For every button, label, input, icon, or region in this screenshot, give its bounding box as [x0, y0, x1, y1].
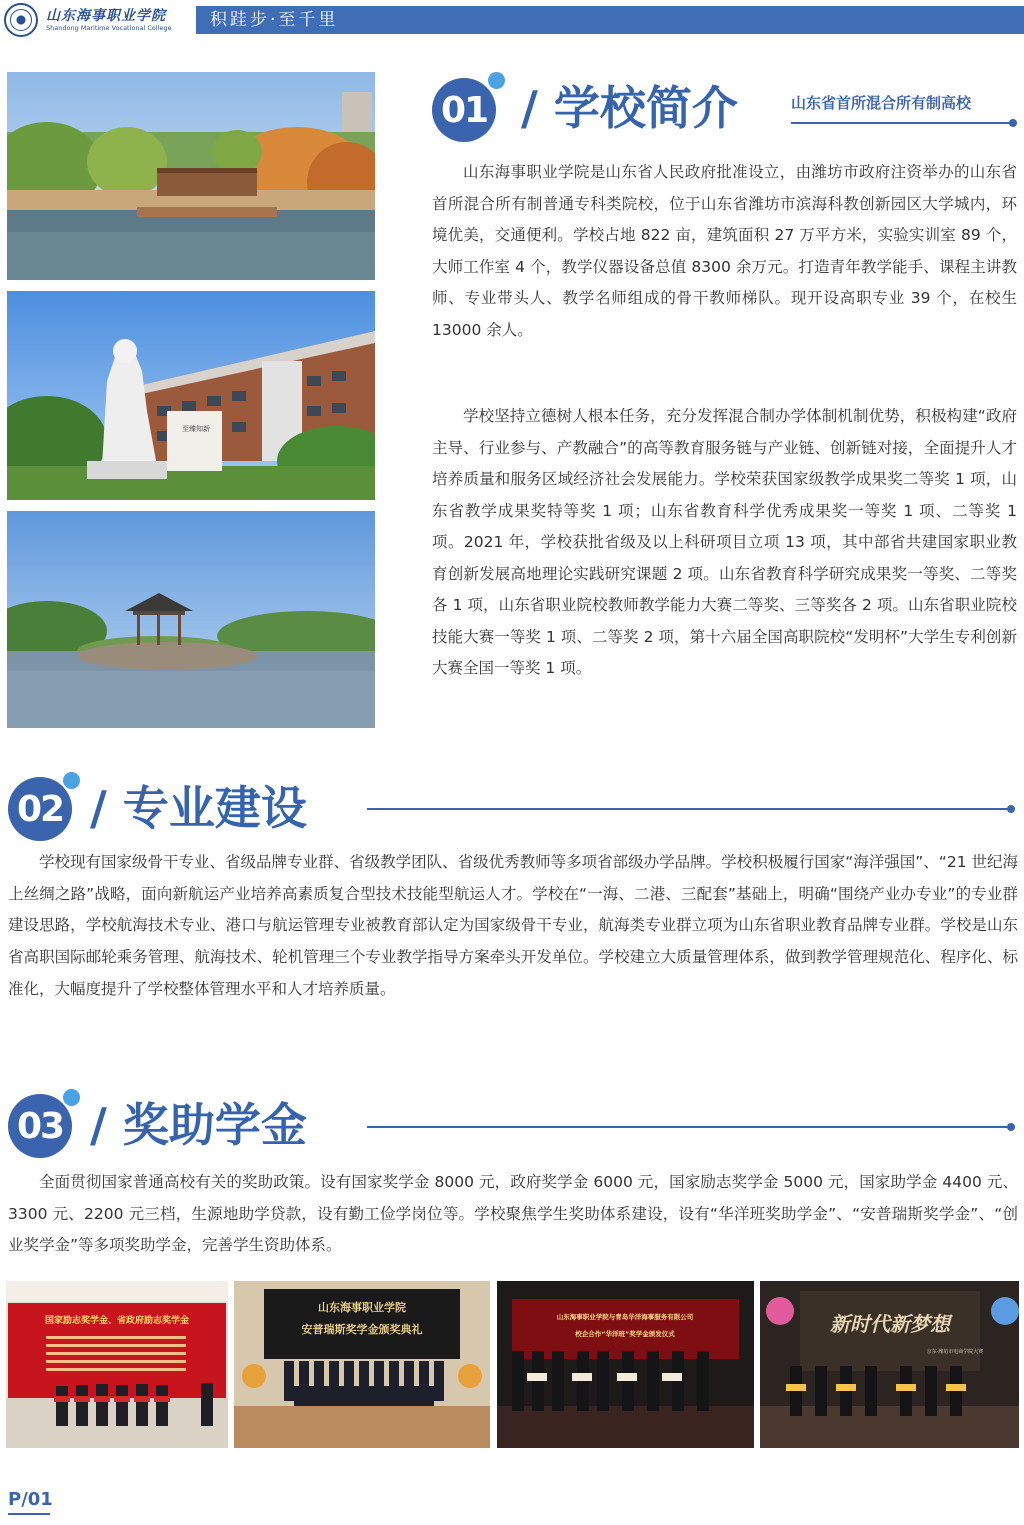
major-paragraph: 学校现有国家级骨干专业、省级品牌专业群、省级教学团队、省级优秀教师等多项省部级办学品牌。学校积极履行国家“海洋强国”、“21 世纪海上丝绸之路”战略，面向新航运产业培养高素质复合型技术技能型航运人才。学校在“一海、二港、三配套”基础上，明确“围绕产业办专业”的专业群建设思路，学校航海技术专业、港口与航运管理专业被教育部认定为国家级骨干专业，航海类专业群立项为山东省职业教育品牌专业群。学校是山东省高职国际邮轮乘务管理、航海技术、轮机管理三个专业教学指导方案牵头开发单位。学校建立大质量管理体系，做到教学管理规范化、程序化、标准化，大幅度提升了学校整体管理水平和人才培养质量。	[8, 853, 1018, 998]
section-divider-line	[367, 1126, 1009, 1128]
event-banner-text: 山东海事职业学院	[318, 1301, 406, 1314]
section-title: / 奖助学金	[90, 1098, 307, 1152]
intro-paragraph-2: 学校坚持立德树人根本任务，充分发挥混合制办学体制机制优势，积极构建“政府主导、行业参与、产教融合”的高等教育服务链与产业链、创新链对接，全面提升人才培养质量和服务区域经济社会发展能力。学校荣获国家级教学成果奖二等奖 1 项，山东省教学成果奖特等奖 1 项；山东省教育科学优秀成果奖一等奖 1 项、二等奖 1 项。2021 年，学校获批省级及以上科研项目立项 13 项，其中部省共建国家职业教育创新发展高地理论实践研究课题 2 项。山东省教育科学研究成果奖一等奖、二等奖各 1 项，山东省职业院校教师教学能力大赛二等奖、三等奖各 2 项。山东省职业院校技能大赛一等奖 1 项、二等奖 2 项，第十六届全国高职院校“发明杯”大学生专利创新大赛全国一等奖 1 项。	[432, 407, 1017, 677]
event-banner-text: 安普瑞斯奖学金颁奖典礼	[301, 1323, 423, 1336]
underline-end-dot-icon	[1009, 119, 1017, 127]
section-dot-icon	[63, 1089, 80, 1106]
campus-photo-pavilion	[7, 511, 375, 728]
college-logo[interactable]	[4, 2, 204, 38]
section-title: / 专业建设	[90, 781, 307, 835]
event-banner-text: 国家励志奖学金、省政府励志奖学金	[44, 1316, 190, 1326]
event-banner-text: 京东·潍坊市电商学院大赛	[926, 1349, 984, 1355]
section-dot-icon	[488, 72, 505, 89]
event-photo-scholarship-ceremony	[6, 1281, 228, 1448]
logo-english-name: Shandong Maritime Vocational College	[46, 23, 172, 32]
svg-text:至臻知新: 至臻知新	[182, 425, 210, 433]
campus-photo-statue	[7, 291, 375, 500]
section-subtitle: 山东省首所混合所有制高校	[791, 94, 972, 112]
section-number-badge: 02	[8, 777, 72, 841]
campus-photo-garden	[7, 72, 375, 280]
event-photo-new-era-competition	[760, 1281, 1019, 1448]
scholarship-paragraph: 全面贯彻国家普通高校有关的奖助政策。设有国家奖学金 8000 元，政府奖学金 6000 元，国家励志奖学金 5000 元，国家助学金 4400 元、3300 元、2200 元三档，生源地助学贷款，设有勤工俭学岗位等。学校聚焦学生奖助体系建设，设有“华洋班奖助学金”、“安普瑞斯奖学金”、“创业奖学金”等多项奖助学金，完善学生资助体系。	[8, 1173, 1018, 1255]
event-banner-text: 山东海事职业学院与青岛华洋海事服务有限公司	[556, 1313, 694, 1321]
page-number: P/01	[8, 1489, 53, 1510]
subtitle-underline	[791, 122, 1011, 124]
intro-paragraph-1: 山东海事职业学院是山东省人民政府批准设立，由潍坊市政府注资举办的山东省首所混合所有制普通专科类院校，位于山东省潍坊市滨海科教创新园区大学城内，环境优美，交通便利。学校占地 822 亩，建筑面积 27 万平方米，实验实训室 89 个，大师工作室 4 个，教学仪器设备总值 8300 余万元。打造青年教学能手、课程主讲教师、专业带头人、教学名师组成的骨干教师梯队。现开设高职专业 39 个，在校生 13000 余人。	[432, 163, 1017, 339]
event-banner-text: 校企合作“华洋班”奖学金颁发仪式	[575, 1330, 675, 1338]
header	[0, 0, 1024, 40]
event-photo-award-ceremony	[234, 1281, 490, 1448]
motto: 积跬步·至千里	[210, 10, 339, 30]
logo-chinese-name: 山东海事职业学院	[46, 7, 166, 24]
section-number-badge: 01	[432, 78, 496, 142]
divider-end-dot-icon	[1007, 1123, 1015, 1131]
page-number-underline	[8, 1513, 50, 1515]
section-number-badge: 03	[8, 1094, 72, 1158]
section-dot-icon	[63, 772, 80, 789]
divider-end-dot-icon	[1007, 805, 1015, 813]
college-seal-icon	[4, 3, 38, 37]
event-banner-text: 新时代新梦想	[830, 1312, 950, 1336]
event-photo-huayang-scholarship	[497, 1281, 754, 1448]
section-divider-line	[367, 808, 1009, 810]
section-title: / 学校简介	[521, 81, 738, 135]
